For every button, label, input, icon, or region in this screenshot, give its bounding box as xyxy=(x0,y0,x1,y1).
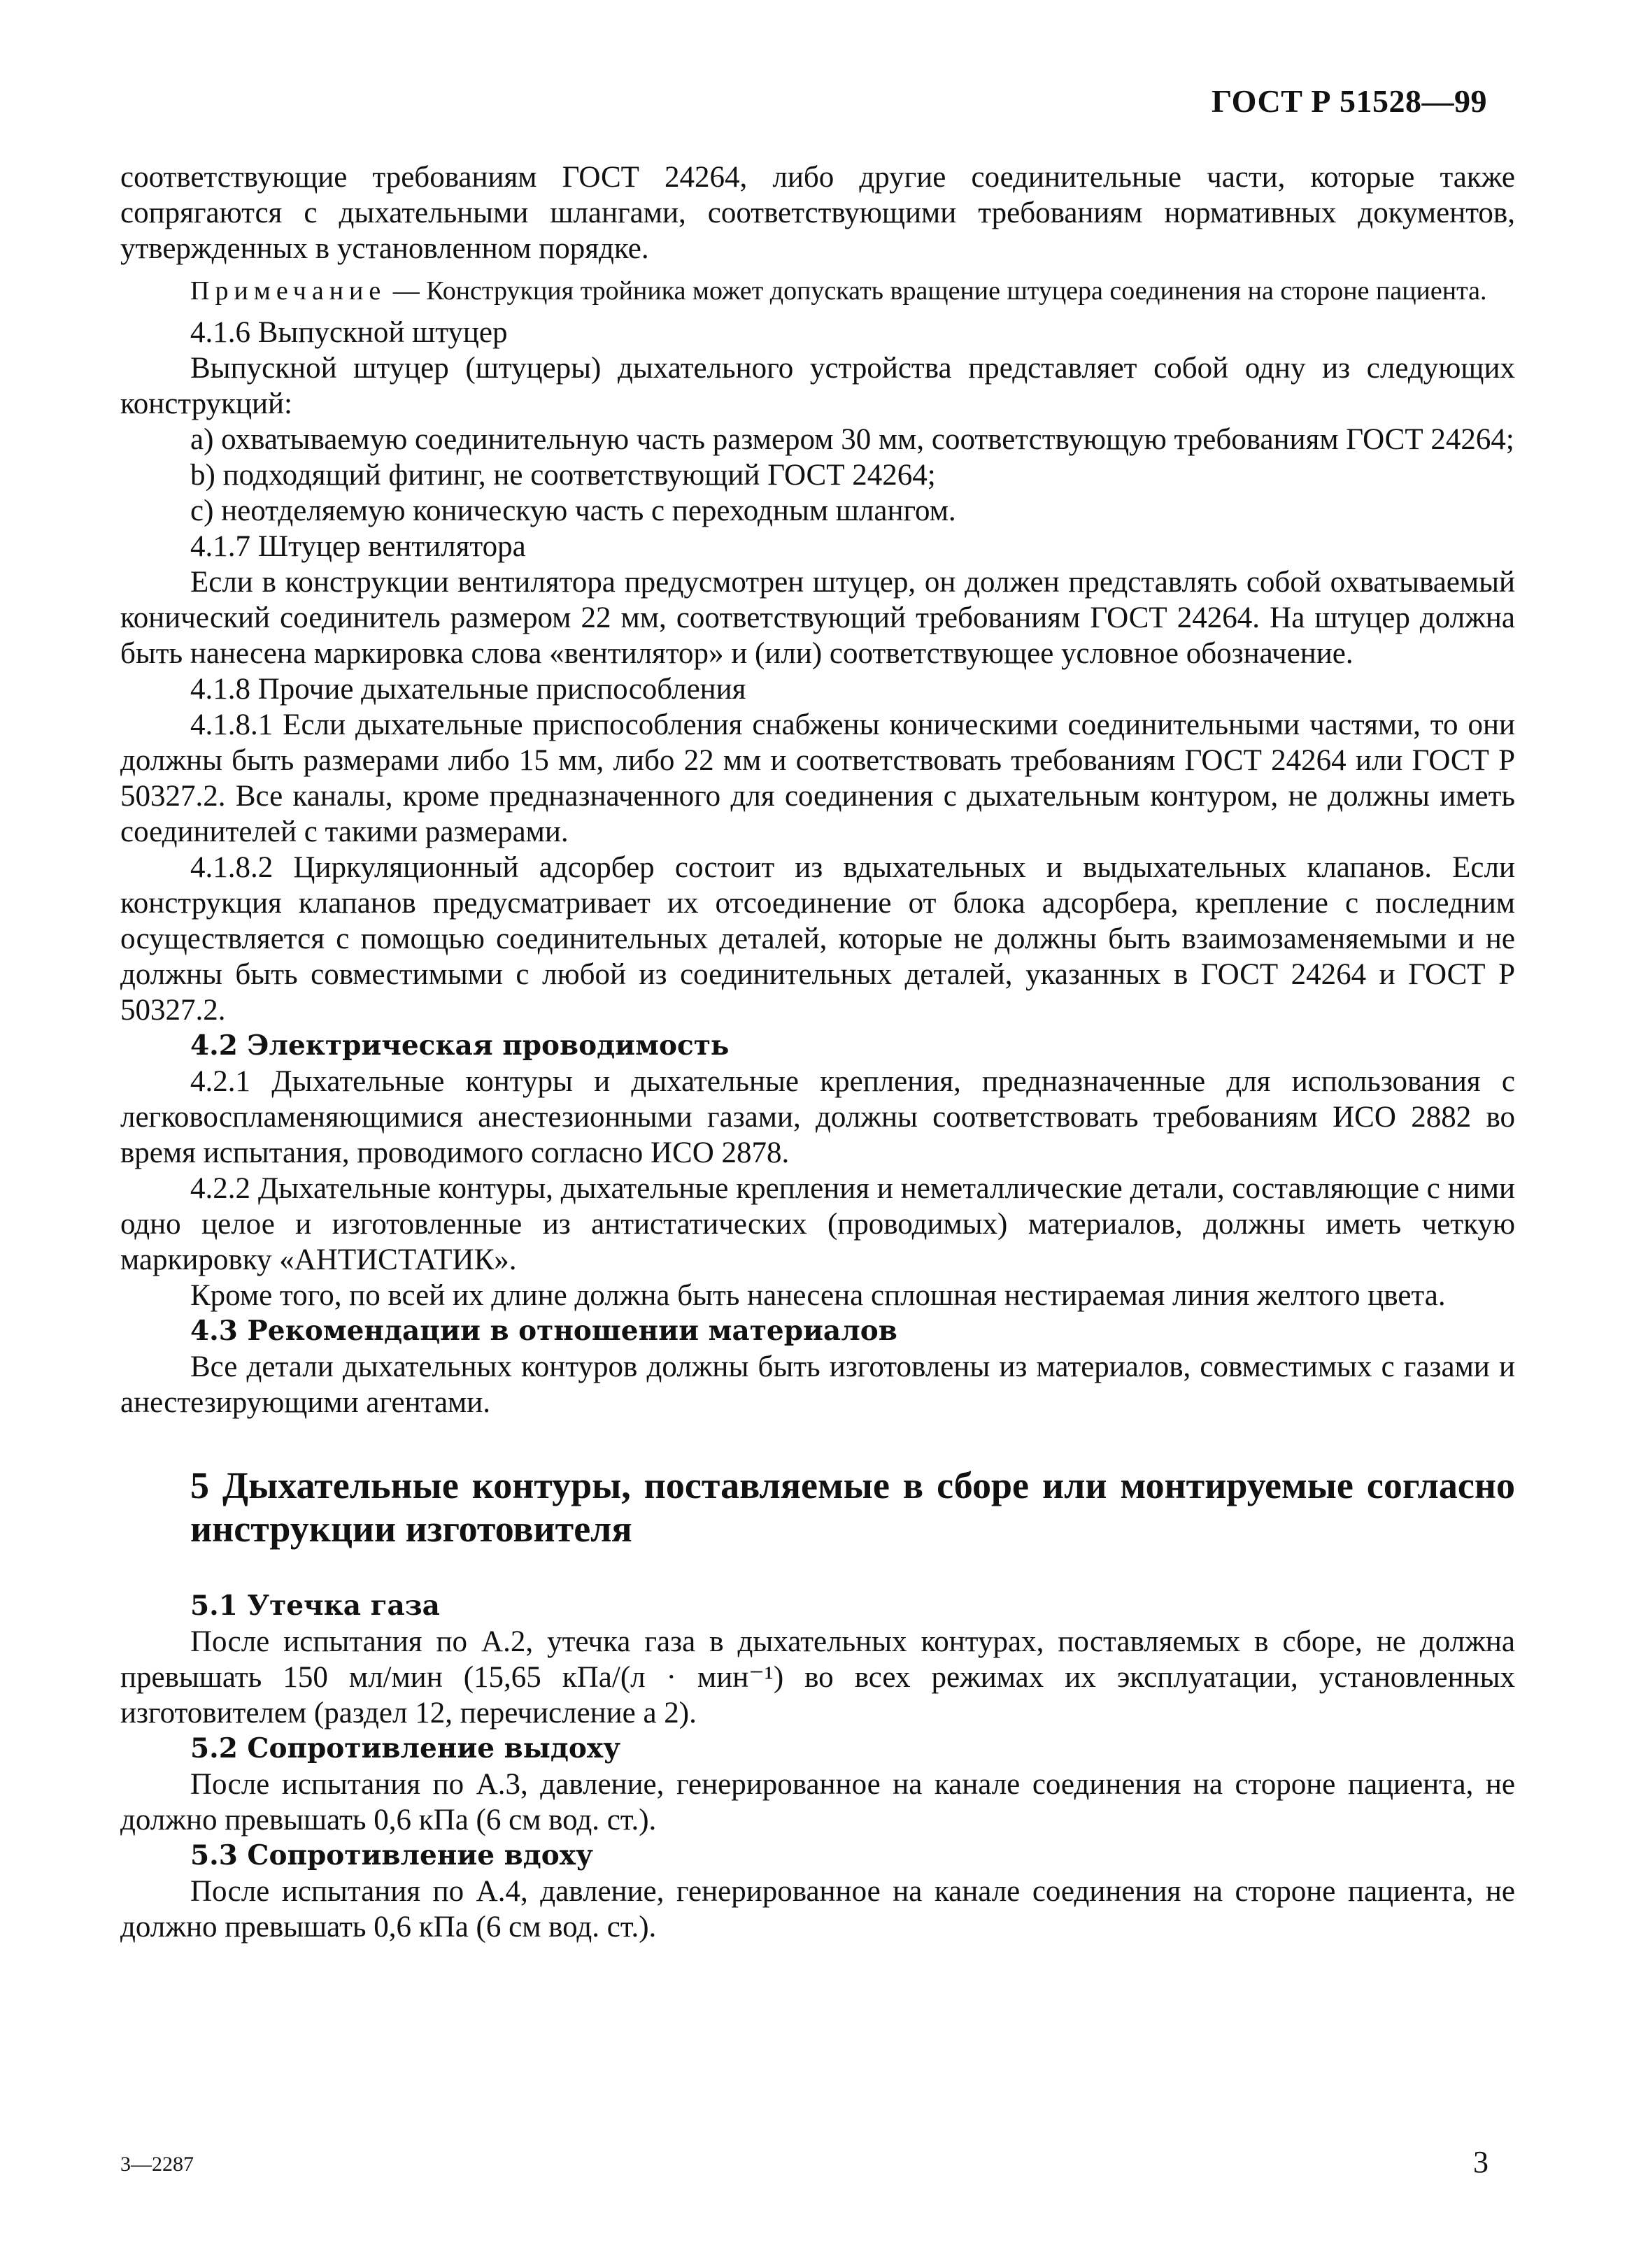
paragraph-4-1-7: Если в конструкции вентилятора предусмотрен штуцер, он должен представлять собой охватываемый конический соединитель размером 22 мм, соответствующий требованиям ГОСТ 24264. На штуцер должна быть нанесена маркировка слова «вентилятор» и (или) соответствующее условное обозначение. xyxy=(120,566,1515,670)
standard-code-header: ГОСТ Р 51528—99 xyxy=(1212,83,1487,119)
subsection-heading-4-2: 4.2 Электрическая проводимость xyxy=(190,1029,730,1062)
subsection-heading-4-1-6: 4.1.6 Выпускной штуцер xyxy=(190,316,508,349)
list-item-c: c) неотделяемую коническую часть с переходным шлангом. xyxy=(190,494,956,527)
paragraph-4-2-1: 4.2.1 Дыхательные контуры и дыхательные крепления, предназначенные для использования с легковоспламеняющимися анестезионными газами, должны соответствовать требованиям ИСО 2882 во время испытания, проводимого согласно ИСО 2878. xyxy=(120,1065,1515,1169)
note-text: — Конструкция тройника может допускать вращение штуцера соединения на стороне пациента. xyxy=(386,276,1487,306)
paragraph-4-1-8-1: 4.1.8.1 Если дыхательные приспособления снабжены коническими соединительными частями, то они должны быть размерами либо 15 мм, либо 22 мм и соответствовать требованиям ГОСТ 24264 или ГОСТ Р 50327.2. Все каналы, кроме предназначенного для соединения с дыхательным контуром, не должны иметь соединителей с такими размерами. xyxy=(120,708,1515,848)
paragraph-4-2-2: 4.2.2 Дыхательные контуры, дыхательные крепления и неметаллические детали, составляющие с ними одно целое и изготовленные из антистатических (проводимых) материалов, должны иметь четкую маркировку «АНТИСТАТИК». xyxy=(120,1172,1515,1276)
paragraph-4-2-yellow-line: Кроме того, по всей их длине должна быть нанесена сплошная нестираемая линия желтого цвета. xyxy=(190,1279,1446,1312)
paragraph-4-1-8-2: 4.1.8.2 Циркуляционный адсорбер состоит из вдыхательных и выдыхательных клапанов. Если конструкция клапанов предусматривает их отсоединение от блока адсорбера, крепление с последним осуществляется с помощью соединительных деталей, которые не должны быть взаимозаменяемыми и не должны быть совместимыми с любой из соединительных деталей, указанных в ГОСТ 24264 и ГОСТ Р 50327.2. xyxy=(120,851,1515,1027)
list-item-b: b) подходящий фитинг, не соответствующий ГОСТ 24264; xyxy=(190,459,936,492)
section-heading-5: 5 Дыхательные контуры, поставляемые в сборе или монтируемые согласно инструкции изготовителя xyxy=(190,1464,1515,1550)
note-label: Примечание xyxy=(190,276,387,306)
paragraph-5-2: После испытания по А.3, давление, генерированное на канале соединения на стороне пациента, не должно превышать 0,6 кПа (6 см вод. ст.). xyxy=(120,1768,1515,1836)
continued-paragraph: соответствующие требованиям ГОСТ 24264, либо другие соединительные части, которые также сопрягаются с дыхательными шлангами, соответствующими требованиям нормативных документов, утвержденных в установленном порядке. xyxy=(120,161,1515,265)
subsection-heading-5-1: 5.1 Утечка газа xyxy=(190,1590,440,1622)
subsection-heading-4-1-8: 4.1.8 Прочие дыхательные приспособления xyxy=(190,673,746,706)
subsection-heading-5-2: 5.2 Сопротивление выдоху xyxy=(190,1732,621,1764)
page-number: 3 xyxy=(1473,2145,1489,2179)
paragraph-5-1: После испытания по А.2, утечка газа в дыхательных контурах, поставляемых в сборе, не должна превышать 150 мл/мин (15,65 кПа/(л · мин⁻¹) во всех режимах их эксплуатации, установленных изготовителем (раздел 12, перечисление а 2). xyxy=(120,1625,1515,1729)
subsection-heading-4-3: 4.3 Рекомендации в отношении материалов xyxy=(190,1315,897,1347)
paragraph-4-1-6: Выпускной штуцер (штуцеры) дыхательного устройства представляет собой одну из следующих конструкций: xyxy=(120,352,1515,420)
note-paragraph xyxy=(120,275,1515,308)
print-code-footer: 3—2287 xyxy=(120,2153,194,2176)
list-item-a: a) охватываемую соединительную часть размером 30 мм, соответствующую требованиям ГОСТ 24264; xyxy=(190,423,1514,456)
paragraph-4-3: Все детали дыхательных контуров должны быть изготовлены из материалов, совместимых с газами и анестезирующими агентами. xyxy=(120,1350,1515,1419)
document-body xyxy=(120,159,1515,1945)
subsection-heading-5-3: 5.3 Сопротивление вдоху xyxy=(190,1839,593,1871)
paragraph-5-3: После испытания по А.4, давление, генерированное на канале соединения на стороне пациента, не должно превышать 0,6 кПа (6 см вод. ст.). xyxy=(120,1875,1515,1944)
subsection-heading-4-1-7: 4.1.7 Штуцер вентилятора xyxy=(190,530,526,563)
